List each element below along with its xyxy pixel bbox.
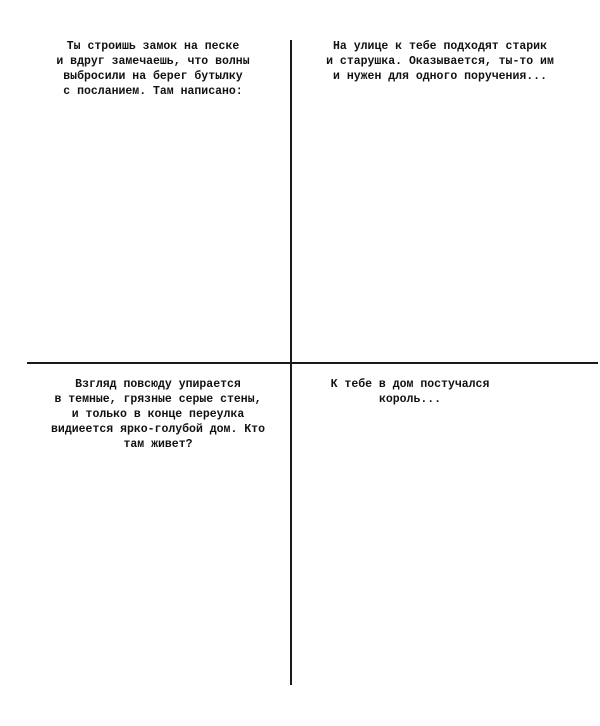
prompt-bottom-right: К тебе в дом постучался король... bbox=[330, 378, 490, 406]
horizontal-divider bbox=[27, 362, 598, 364]
prompt-bottom-left: Взгляд повсюду упирается в темные, грязные серые стены, и только в конце переулка видиеется ярко-голубой дом. Кто там живет? bbox=[51, 378, 265, 451]
prompt-top-right: На улице к тебе подходят старик и старушка. Оказывается, ты-то им и нужен для одного поручения... bbox=[326, 40, 554, 83]
prompt-top-left: Ты строишь замок на песке и вдруг замечаешь, что волны выбросили на берег бутылку с посланием. Там написано: bbox=[56, 40, 250, 98]
